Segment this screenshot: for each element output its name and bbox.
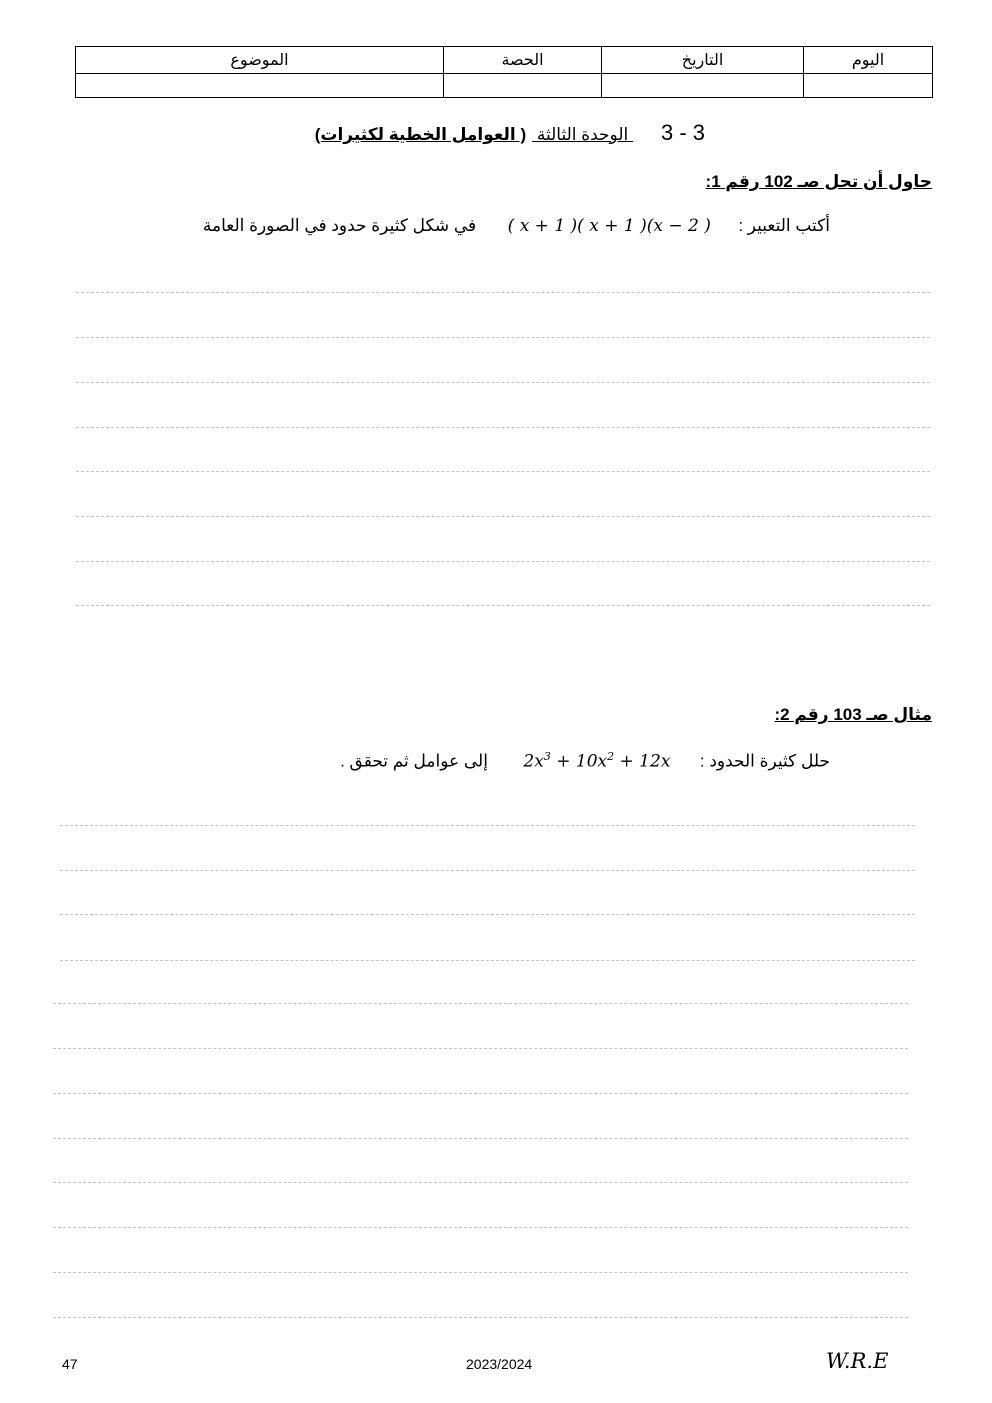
school-year: 2023/2024 (466, 1356, 533, 1372)
answer-line[interactable] (60, 914, 915, 915)
answer-line[interactable] (60, 870, 915, 871)
exercise1-expression: ( x + 1 )( x + 1 )(x − 2 ) (507, 216, 711, 236)
answer-line[interactable] (53, 1138, 908, 1139)
example2-statement (340, 750, 830, 772)
header-value-row (76, 74, 933, 98)
answer-line[interactable] (53, 1093, 908, 1094)
header-cell-period: الحصة (444, 47, 602, 74)
example2-heading: مثال صـ 103 رقم 2: (774, 705, 932, 724)
header-cell-date: التاريخ (602, 47, 804, 74)
unit-title (315, 120, 705, 146)
unit-subtitle: ( العوامل الخطية لكثيرات) (314, 125, 527, 144)
value-cell-period[interactable] (444, 74, 602, 98)
answer-line[interactable] (76, 516, 930, 517)
answer-line[interactable] (53, 1227, 908, 1228)
exercise1-prompt: أكتب التعبير : (738, 216, 830, 235)
answer-line[interactable] (60, 960, 915, 961)
answer-line[interactable] (53, 1003, 908, 1004)
answer-line[interactable] (76, 337, 930, 338)
header-row (76, 47, 933, 74)
answer-line[interactable] (76, 427, 930, 428)
unit-number: 3 - 3 (660, 120, 705, 145)
exercise1-suffix: في شكل كثيرة حدود في الصورة العامة (202, 216, 477, 235)
answer-line[interactable] (53, 1048, 908, 1049)
header-table (75, 46, 933, 98)
unit-name: الوحدة الثالثة (536, 125, 629, 144)
answer-line[interactable] (76, 605, 930, 606)
answer-line[interactable] (53, 1182, 908, 1183)
header-cell-day: اليوم (804, 47, 933, 74)
exercise1-heading: حاول أن تحل صـ 102 رقم 1: (705, 172, 932, 191)
answer-line[interactable] (53, 1317, 908, 1318)
example2-suffix: إلى عوامل ثم تحقق . (340, 751, 488, 771)
header-cell-topic: الموضوع (76, 47, 444, 74)
answer-line[interactable] (76, 561, 930, 562)
answer-line[interactable] (53, 1272, 908, 1273)
answer-line[interactable] (76, 471, 930, 472)
value-cell-topic[interactable] (76, 74, 444, 98)
exercise1-statement (203, 216, 830, 236)
page-number: 47 (62, 1356, 78, 1372)
value-cell-day[interactable] (804, 74, 933, 98)
example2-prompt: حلل كثيرة الحدود : (699, 751, 830, 771)
value-cell-date[interactable] (602, 74, 804, 98)
answer-line[interactable] (60, 825, 915, 826)
answer-line[interactable] (76, 292, 930, 293)
answer-line[interactable] (76, 382, 930, 383)
example2-expression: $2x^3 + 10x^2 + 12x$ (523, 750, 671, 772)
author-signature: W.R.E (826, 1349, 889, 1373)
